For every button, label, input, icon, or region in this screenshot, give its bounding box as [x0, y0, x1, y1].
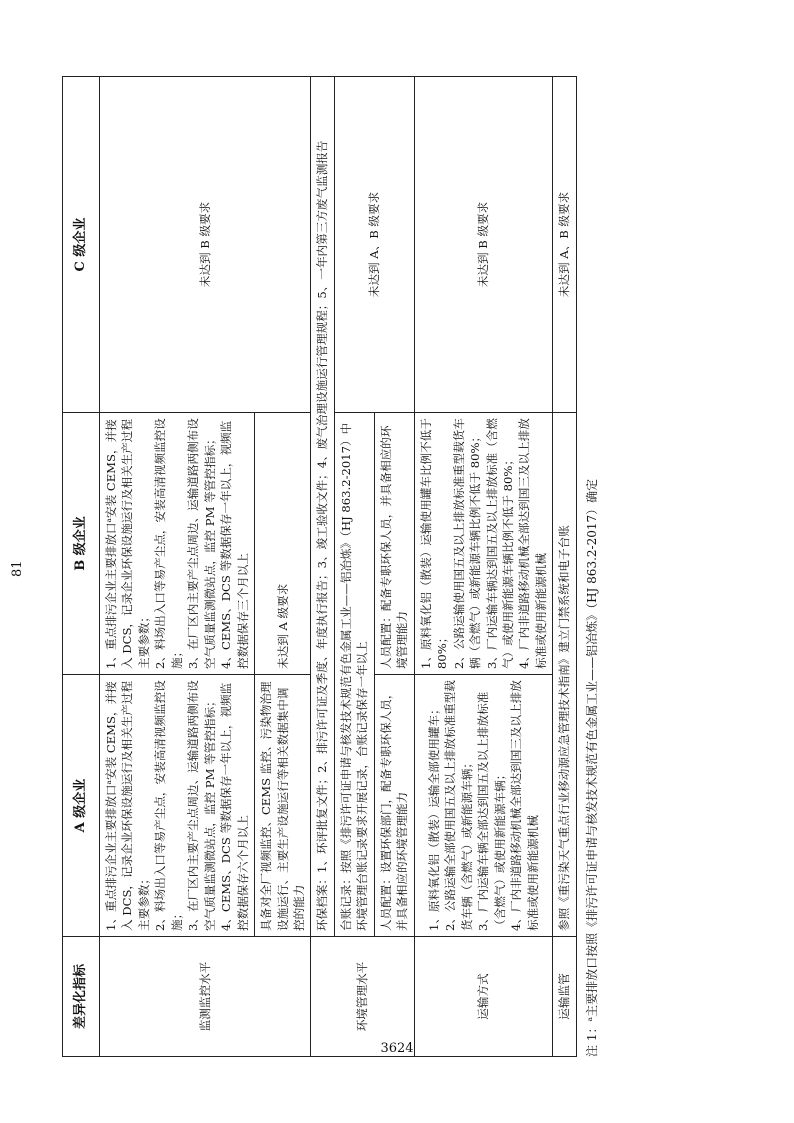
page-number-bottom: 3624 — [380, 1041, 414, 1056]
row-label-monitoring: 监测监控水平 — [100, 937, 311, 1057]
header-level-c: C 级企业 — [63, 77, 100, 413]
env-ledger-cell: 台账记录：按照《排污许可证申请与核发技术规范有色金属工业——铝冶炼》（HJ 863.2-2017）中环境管理台账记录要求开展记录，台账记录保存一年以上 — [334, 413, 374, 937]
row-label-transport-supervision: 运输监管 — [553, 937, 576, 1057]
differentiation-table — [62, 76, 577, 1057]
transport-supervision-c-cell: 未达到 A、B 级要求 — [553, 77, 576, 413]
monitoring-a-cell: 1、重点排污企业主要排放口ᵃ安装 CEMS，并接入 DCS，记录企业环保设施运行及相关生产过程主要参数； 2、料场出入口等易产尘点，安装高清视频监控设施； 3、在厂区内主要产尘点周边、运输道路两侧布设空气质量监测微站点，监控 PM 等管控指标； 4、CEMS、DCS 等数据保存一年以上，视频监控数据保存六个月以上 — [100, 675, 255, 937]
table-header-row — [63, 77, 100, 1057]
row-label-env-mgmt: 环境管理水平 — [311, 937, 414, 1057]
page-number-side: 81 — [10, 560, 25, 577]
table-row — [311, 77, 334, 1057]
monitoring-b-cell: 1、重点排污企业主要排放口ᵃ安装 CEMS，并接入 DCS，记录企业环保设施运行及相关生产过程主要参数； 2、料场出入口等易产尘点，安装高清视频监控设施； 3、在厂区内主要产尘点周边、运输道路两侧布设空气质量监测微站点，监控 PM 等管控指标； 4、CEMS、DCS 等数据保存一年以上，视频监控数据保存三个月以上 — [100, 413, 255, 675]
table-row — [100, 77, 255, 1057]
env-ledger-c-cell: 未达到 A、B 级要求 — [334, 77, 414, 413]
row-label-transport: 运输方式 — [414, 937, 553, 1057]
rotated-table-sheet — [10, 67, 722, 1057]
table-row — [414, 77, 553, 1057]
monitoring-b-row2-cell: 未达到 A 级要求 — [255, 413, 311, 675]
transport-b-cell: 1、原料氧化铝（散装）运输使用罐车比例不低于 80%； 2、公路运输使用国五及以上排放标准重型载货车辆（含燃气）或新能源车辆比例不低于 80%； 3、厂内运输车辆达到国五及以上排放标准（含燃气）或使用新能源车辆比例不低于 80%； 4、厂内非道路移动机械全部达到国三及以上排放标准或使用新能源机械 — [414, 413, 553, 675]
monitoring-c-cell: 未达到 B 级要求 — [100, 77, 311, 413]
table-row — [334, 77, 374, 1057]
header-level-a: A 级企业 — [63, 675, 100, 937]
transport-a-cell: 1、原料氧化铝（散装）运输全部使用罐车； 2、公路运输全部使用国五及以上排放标准重型载货车辆（含燃气）或新能源车辆； 3、厂内运输车辆全部达到国五及以上排放标准（含燃气）或使用新能源车辆； 4、厂内非道路移动机械全部达到国三及以上排放标准或使用新能源机械 — [414, 675, 553, 937]
header-level-b: B 级企业 — [63, 413, 100, 675]
transport-supervision-ab-cell: 参照《重污染天气重点行业移动源应急管理技术指南》建立门禁系统和电子台账 — [553, 413, 576, 937]
monitoring-a-row2-cell: 具备对全厂视频监控、CEMS 监控、污染物治理设施运行、主要生产设施运行等相关数据集中调控的能力 — [255, 675, 311, 937]
table-footnote: 注 1：ᵃ主要排放口按照《排污许可证申请与核发技术规范有色金属工业——铝冶炼》（HJ 863.2-2017）确定 — [584, 478, 599, 1057]
env-staff-b-cell: 人员配置：配备专职环保人员，并具备相应的环境管理能力 — [374, 413, 414, 675]
transport-c-cell: 未达到 B 级要求 — [414, 77, 553, 413]
header-indicator: 差异化指标 — [63, 937, 100, 1057]
table-row — [553, 77, 576, 1057]
env-staff-a-cell: 人员配置：设置环保部门，配备专职环保人员，并具备相应的环境管理能力 — [374, 675, 414, 937]
env-archive-cell: 环保档案：1、环评批复文件；2、排污许可证及季度、年度执行报告；3、竣工验收文件；4、废气治理设施运行管理规程；5、一年内第三方废气监测报告 — [311, 77, 334, 937]
